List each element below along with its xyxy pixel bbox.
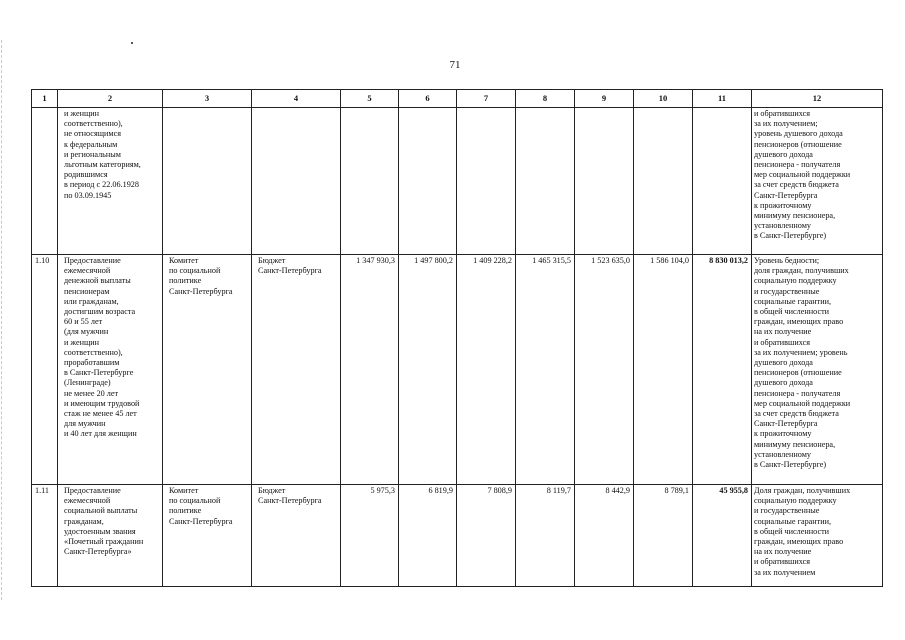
amount-col10: 8 789,1 (634, 485, 693, 587)
header-row (32, 90, 883, 108)
row-index: 1.10 (32, 255, 58, 485)
row-index: 1.11 (32, 485, 58, 587)
amount-total (693, 108, 752, 255)
program-table (31, 89, 883, 587)
row-index (32, 108, 58, 255)
header-cell: 9 (575, 90, 634, 108)
amount-col8 (516, 108, 575, 255)
amount-col5: 5 975,3 (341, 485, 399, 587)
executor (163, 108, 252, 255)
header-cell: 2 (58, 90, 163, 108)
amount-total: 45 955,8 (693, 485, 752, 587)
amount-col7: 1 409 228,2 (457, 255, 516, 485)
scan-edge-mark (1, 40, 3, 600)
page-number: 71 (449, 59, 461, 71)
indicator: Доля граждан, получивших социальную поддержку и государственные социальные гарантии, в общей численности граждан, имеющих право на их получение и обратившихся за их получением (752, 485, 883, 587)
amount-col6 (399, 108, 457, 255)
indicator: и обратившихся за их получением; уровень душевого дохода пенсионеров (отношение душевого дохода пенсионера - получателя мер социальной поддержки за счет средств бюджета Санкт-Петербурга к прожиточному минимуму пенсионера, установленному в Санкт-Петербурге) (752, 108, 883, 255)
funding-source: Бюджет Санкт-Петербурга (252, 255, 341, 485)
amount-col9: 8 442,9 (575, 485, 634, 587)
amount-col10 (634, 108, 693, 255)
amount-col7 (457, 108, 516, 255)
measure-description: Предоставление ежемесячной денежной выплаты пенсионерам или гражданам, достигшим возраста 60 и 55 лет (для мужчин и женщин соответственно), проработавшим в Санкт-Петербурге (Ленинграде) не менее 20 лет и имеющим трудовой стаж не менее 45 лет для мужчин и 40 лет для женщин (58, 255, 163, 485)
funding-source: Бюджет Санкт-Петербурга (252, 485, 341, 587)
executor: Комитет по социальной политике Санкт-Петербурга (163, 485, 252, 587)
scan-dot (131, 42, 133, 44)
executor: Комитет по социальной политике Санкт-Петербурга (163, 255, 252, 485)
header-cell: 6 (399, 90, 457, 108)
amount-col8: 1 465 315,5 (516, 255, 575, 485)
amount-col5: 1 347 930,3 (341, 255, 399, 485)
header-cell: 1 (32, 90, 58, 108)
measure-description: Предоставление ежемесячной социальной выплаты гражданам, удостоенным звания «Почетный гражданин Санкт-Петербурга» (58, 485, 163, 587)
amount-col9: 1 523 635,0 (575, 255, 634, 485)
amount-col7: 7 808,9 (457, 485, 516, 587)
amount-col6: 1 497 800,2 (399, 255, 457, 485)
amount-col10: 1 586 104,0 (634, 255, 693, 485)
amount-col9 (575, 108, 634, 255)
header-cell: 4 (252, 90, 341, 108)
funding-source (252, 108, 341, 255)
amount-col5 (341, 108, 399, 255)
header-cell: 8 (516, 90, 575, 108)
header-cell: 11 (693, 90, 752, 108)
indicator: Уровень бедности; доля граждан, получивших социальную поддержку и государственные социальные гарантии, в общей численности граждан, имеющих право на их получение и обратившихся за их получением; уровень душевого дохода пенсионеров (отношение душевого дохода пенсионера - получателя мер социальной поддержки за счет средств бюджета Санкт-Петербурга к прожиточному минимуму пенсионера, установленному в Санкт-Петербурге) (752, 255, 883, 485)
amount-col6: 6 819,9 (399, 485, 457, 587)
measure-description: и женщин соответственно), не относящимся к федеральным и региональным льготным категориям, родившимся в период с 22.06.1928 по 03.09.1945 (58, 108, 163, 255)
amount-total: 8 830 013,2 (693, 255, 752, 485)
table-row (32, 108, 883, 255)
header-cell: 10 (634, 90, 693, 108)
table-row (32, 485, 883, 587)
header-cell: 7 (457, 90, 516, 108)
header-cell: 5 (341, 90, 399, 108)
table-row (32, 255, 883, 485)
header-cell: 3 (163, 90, 252, 108)
amount-col8: 8 119,7 (516, 485, 575, 587)
header-cell: 12 (752, 90, 883, 108)
